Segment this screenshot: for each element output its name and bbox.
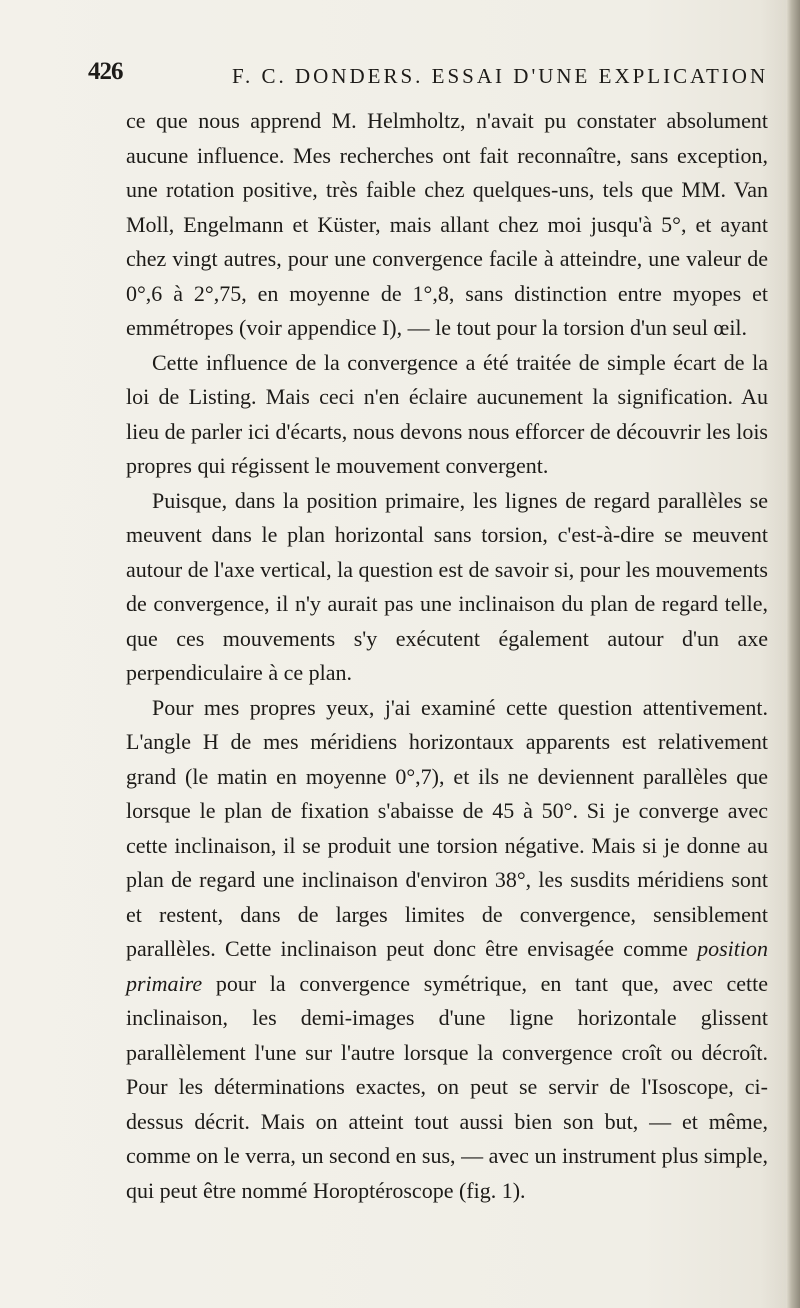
running-head: F. C. DONDERS. ESSAI D'UNE EXPLICATION <box>232 64 769 88</box>
paragraph-3: Puisque, dans la position primaire, les lignes de regard parallèles se meuvent dans le plan horizontal sans torsion, c'est-à-dire se meuvent autour de l'axe vertical, la question est de savoir si, pour les mouvements de convergence, il n'y aurait pas une inclinaison du plan de regard telle, que ces mouvements s'y exécutent également autour d'un axe perpendiculaire à ce plan. <box>126 487 768 685</box>
paragraph-4 <box>126 691 768 1209</box>
paragraph-4-text-after: pour la convergence symétrique, en tant que, avec cette inclinaison, les demi-images d'une ligne horizontale glissent parallèlement l'une sur l'autre lorsque la convergence croît ou décroît. Pour les déterminations exactes, on peut se servir de l'Isoscope, ci-dessus décrit. Mais on atteint tout aussi bien son but, — et même, comme on le verra, un second en sus, — avec un instrument plus simple, qui peut être nommé Horoptéroscope (fig. 1). <box>126 970 768 1203</box>
book-spine-shadow <box>786 0 800 1308</box>
page-number: 426 <box>88 58 123 85</box>
emphasis-position-primaire: position primaire <box>126 936 768 996</box>
paragraph-2: Cette influence de la convergence a été traitée de simple écart de la loi de Listing. Mais ceci n'en éclaire aucunement la signification. Au lieu de parler ici d'écarts, nous devons nous efforcer de découvrir les lois propres qui régissent le mouvement convergent. <box>126 349 768 478</box>
body-text <box>126 104 768 1208</box>
paragraph-1: ce que nous apprend M. Helmholtz, n'avait pu constater absolument aucune influence. Mes recherches ont fait reconnaître, sans exception, une rotation positive, très faible chez quelques-uns, tels que MM. Van Moll, Engelmann et Küster, mais allant chez moi jusqu'à 5°, et ayant chez vingt autres, pour une convergence facile à atteindre, une valeur de 0°,6 à 2°,75, en moyenne de 1°,8, sans distinction entre myopes et emmétropes (voir appendice I), — le tout pour la torsion d'un seul œil. <box>126 108 768 340</box>
paragraph-4-text-before: Pour mes propres yeux, j'ai examiné cette question attentivement. L'angle H de mes méridiens horizontaux apparents est relativement grand (le matin en moyenne 0°,7), et ils ne deviennent parallèles que lorsque le plan de fixation s'abaisse de 45 à 50°. Si je converge avec cette inclinaison, il se produit une torsion négative. Mais si je donne au plan de regard une inclinaison d'environ 38°, les susdits méridiens sont et restent, dans de larges limites de convergence, sensiblement parallèles. Cette inclinaison peut donc être envisagée comme <box>126 694 768 961</box>
page-header <box>88 58 769 98</box>
